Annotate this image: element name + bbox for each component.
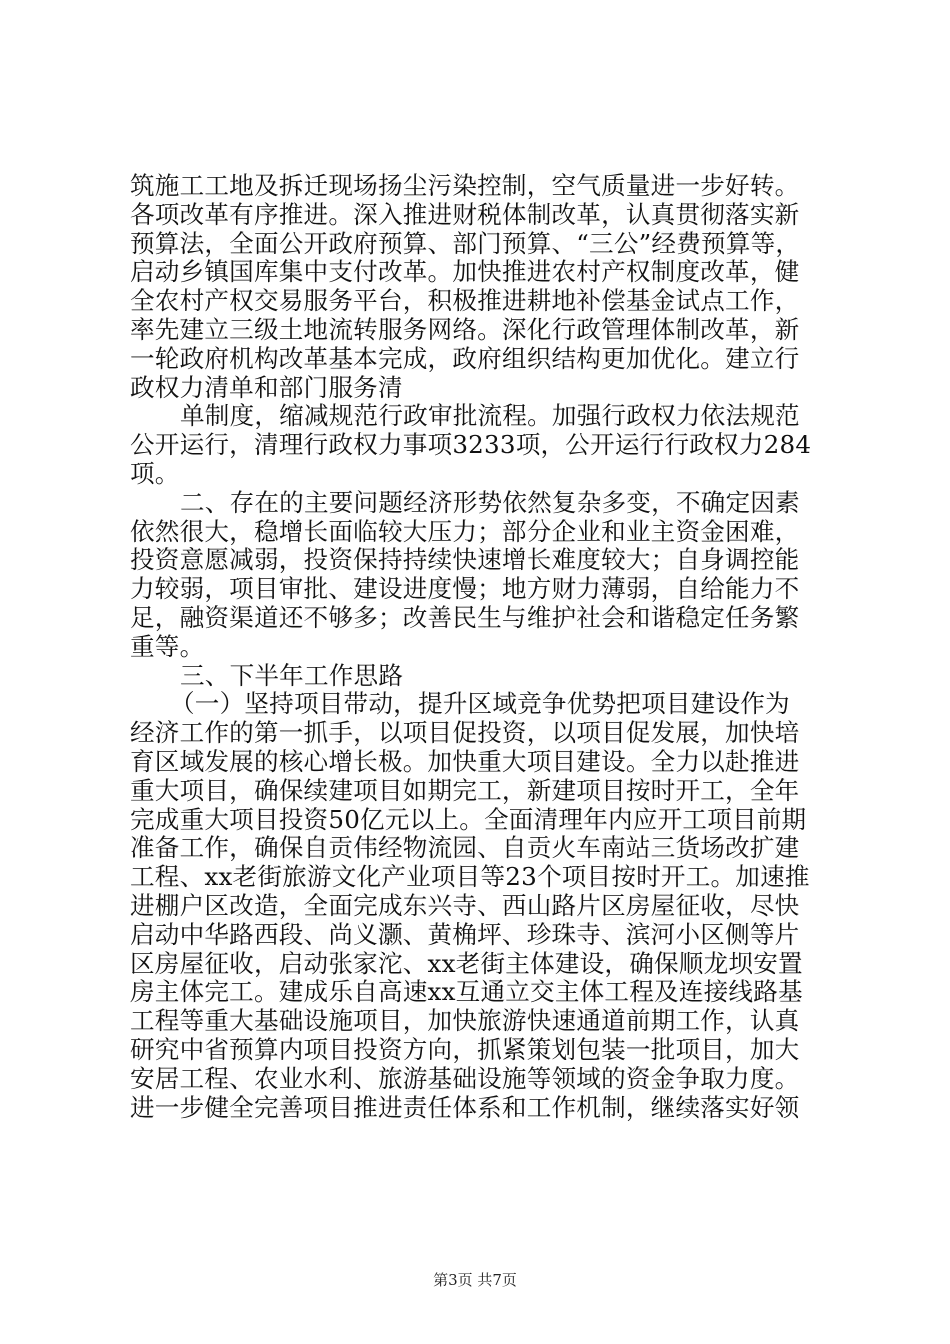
subsection-heading-line: （一）坚持项目带动，提升区域竞争优势把项目建设作为 [170, 689, 790, 719]
text-line: 准备工作，确保自贡伟经物流园、自贡火车南站三货场改扩建 [130, 833, 800, 863]
text-line: 依然很大，稳增长面临较大压力；部分企业和业主资金困难， [130, 516, 800, 546]
text-line: 启动乡镇国库集中支付改革。加快推进农村产权制度改革，健 [130, 257, 800, 287]
text-line: 研究中省预算内项目投资方向，抓紧策划包装一批项目，加大 [130, 1034, 800, 1064]
text-line: 足，融资渠道还不够多；改善民生与维护社会和谐稳定任务繁 [130, 602, 800, 632]
text-line: 单制度，缩减规范行政审批流程。加强行政权力依法规范 [180, 401, 800, 431]
text-line: 育区域发展的核心增长极。加快重大项目建设。全力以赴推进 [130, 746, 800, 776]
section-heading-line: 二、存在的主要问题经济形势依然复杂多变，不确定因素 [180, 487, 800, 517]
page-footer [0, 1270, 950, 1290]
text-line: 启动中华路西段、尚义灏、黄桷坪、珍珠寺、滨河小区侧等片 [130, 919, 800, 949]
text-line: 进棚户区改造，全面完成东兴寺、西山路片区房屋征收，尽快 [130, 890, 800, 920]
text-line: 项。 [130, 458, 180, 488]
text-line: 区房屋征收，启动张家沱、xx老街主体建设，确保顺龙坝安置 [130, 948, 803, 978]
text-line: 工程等重大基础设施项目，加快旅游快速通道前期工作，认真 [130, 1006, 800, 1036]
page-number: 第3页 共7页 [433, 1271, 517, 1289]
text-line: 安居工程、农业水利、旅游基础设施等领域的资金争取力度。 [130, 1063, 800, 1093]
text-line: 重大项目，确保续建项目如期完工，新建项目按时开工，全年 [130, 775, 800, 805]
text-line: 经济工作的第一抓手，以项目促投资，以项目促发展，加快培 [130, 718, 800, 748]
text-line: 一轮政府机构改革基本完成，政府组织结构更加优化。建立行 [130, 343, 800, 373]
text-line: 房主体完工。建成乐自高速xx互通立交主体工程及连接线路基 [130, 977, 803, 1007]
text-line: 进一步健全完善项目推进责任体系和工作机制，继续落实好领 [130, 1092, 800, 1122]
text-line: 工程、xx老街旅游文化产业项目等23个项目按时开工。加速推 [130, 862, 810, 892]
section-heading: 三、下半年工作思路 [180, 660, 404, 690]
text-line: 完成重大项目投资50亿元以上。全面清理年内应开工项目前期 [130, 804, 807, 834]
text-line: 重等。 [130, 631, 205, 661]
text-line: 公开运行，清理行政权力事项3233项，公开运行行政权力284 [130, 430, 812, 460]
text-line: 全农村产权交易服务平台，积极推进耕地补偿基金试点工作， [130, 286, 800, 316]
text-line: 各项改革有序推进。深入推进财税体制改革，认真贯彻落实新 [130, 199, 800, 229]
text-line: 预算法，全面公开政府预算、部门预算、“三公”经费预算等， [130, 228, 801, 258]
text-line: 投资意愿减弱，投资保持持续快速增长难度较大；自身调控能 [130, 545, 800, 575]
text-line: 率先建立三级土地流转服务网络。深化行政管理体制改革，新 [130, 314, 800, 344]
text-line: 力较弱，项目审批、建设进度慢；地方财力薄弱，自给能力不 [130, 574, 800, 604]
document-body [130, 172, 830, 1122]
text-line: 政权力清单和部门服务清 [130, 372, 403, 402]
text-line: 筑施工工地及拆迁现场扬尘污染控制，空气质量进一步好转。 [130, 171, 800, 200]
